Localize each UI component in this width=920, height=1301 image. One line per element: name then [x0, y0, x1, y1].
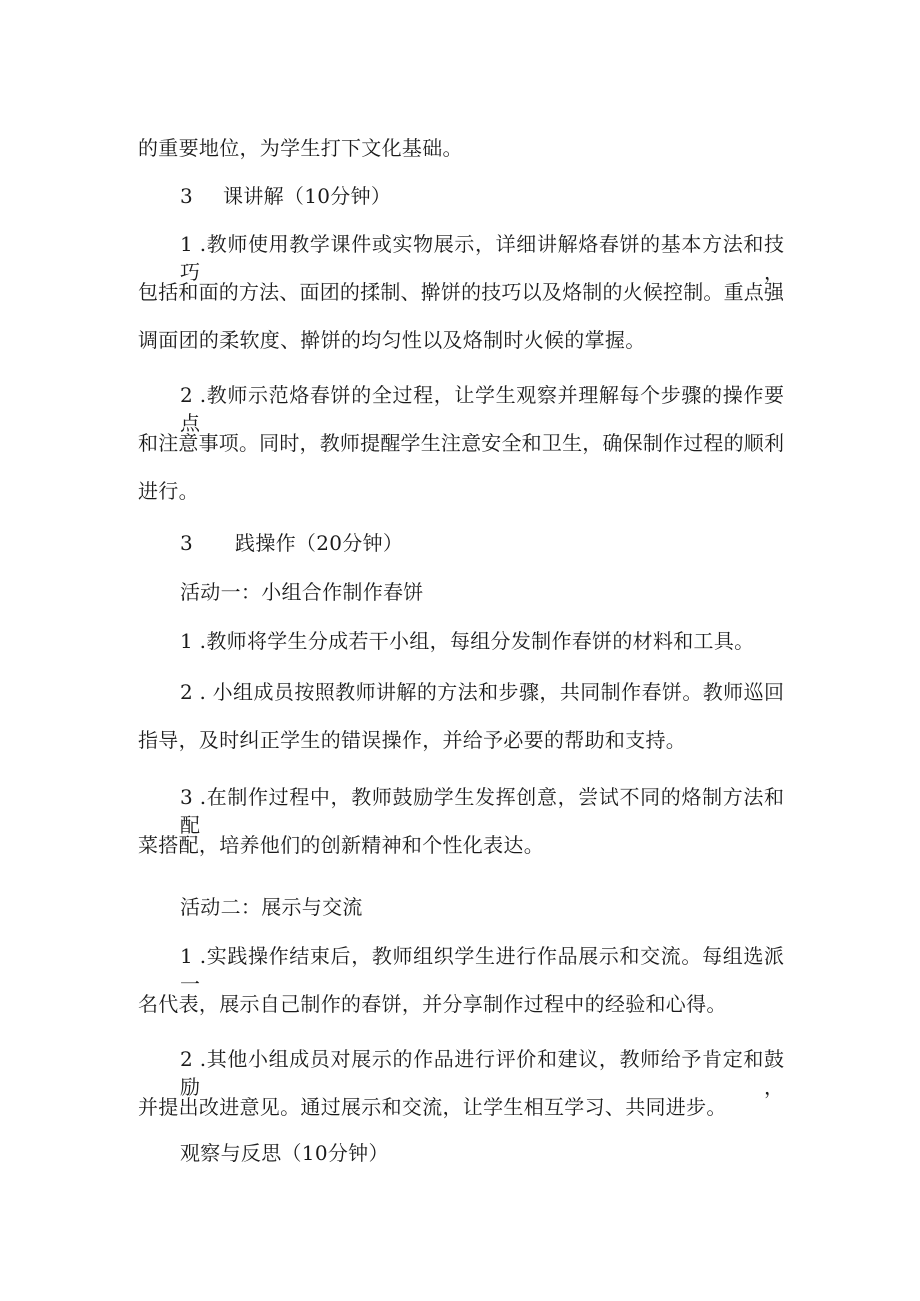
text-line-demo-2: 和注意事项。同时，教师提醒学生注意安全和卫生，确保制作过程的顺利 — [138, 431, 784, 455]
text-line-demo-1: 2 .教师示范烙春饼的全过程，让学生观察并理解每个步骤的操作要点 — [180, 383, 784, 435]
section-title: 课讲解（10分钟） — [223, 184, 392, 208]
text-line-activity2-1: 1 .实践操作结束后，教师组织学生进行作品展示和交流。每组选派一 — [180, 944, 784, 996]
text-line-activity1-3: 指导，及时纠正学生的错误操作，并给予必要的帮助和支持。 — [138, 728, 687, 752]
activity-one-heading: 活动一：小组合作制作春饼 — [180, 580, 424, 604]
text-line-activity1-4: 3 .在制作过程中，教师鼓励学生发挥创意，尝试不同的烙制方法和配 — [180, 785, 784, 837]
text-line-activity2-4: 并提出改进意见。通过展示和交流，让学生相互学习、共同进步。 — [138, 1095, 727, 1119]
text-line-activity1-1: 1 .教师将学生分成若干小组，每组分发制作春饼的材料和工具。 — [180, 629, 755, 653]
text-line-1: 的重要地位，为学生打下文化基础。 — [138, 136, 463, 160]
text-line-demo-3: 进行。 — [138, 479, 199, 503]
text-line-activity1-5: 菜搭配，培养他们的创新精神和个性化表达。 — [138, 833, 544, 857]
section-number: 3 — [180, 531, 194, 555]
text-line-activity2-2: 名代表，展示自己制作的春饼，并分享制作过程中的经验和心得。 — [138, 992, 727, 1016]
section-heading-practice — [180, 529, 403, 557]
section-heading-lecture — [180, 182, 391, 210]
text-line-activity1-2: 2 . 小组成员按照教师讲解的方法和步骤，共同制作春饼。教师巡回 — [180, 680, 784, 704]
text-line-lecture-2: 包括和面的方法、面团的揉制、擀饼的技巧以及烙制的火候控制。重点强 — [138, 280, 784, 304]
text-line-lecture-3: 调面团的柔软度、擀饼的均匀性以及烙制时火候的掌握。 — [138, 328, 646, 352]
text-line-lecture-1: 1 .教师使用教学课件或实物展示，详细讲解烙春饼的基本方法和技巧， — [180, 232, 784, 284]
section-title: 践操作（20分钟） — [235, 531, 404, 555]
section-number: 3 — [180, 184, 194, 208]
section-heading-reflection: 观察与反思（10分钟） — [180, 1141, 389, 1165]
text-line-activity2-3: 2 .其他小组成员对展示的作品进行评价和建议，教师给予肯定和鼓励， — [180, 1047, 784, 1099]
activity-two-heading: 活动二：展示与交流 — [180, 895, 363, 919]
